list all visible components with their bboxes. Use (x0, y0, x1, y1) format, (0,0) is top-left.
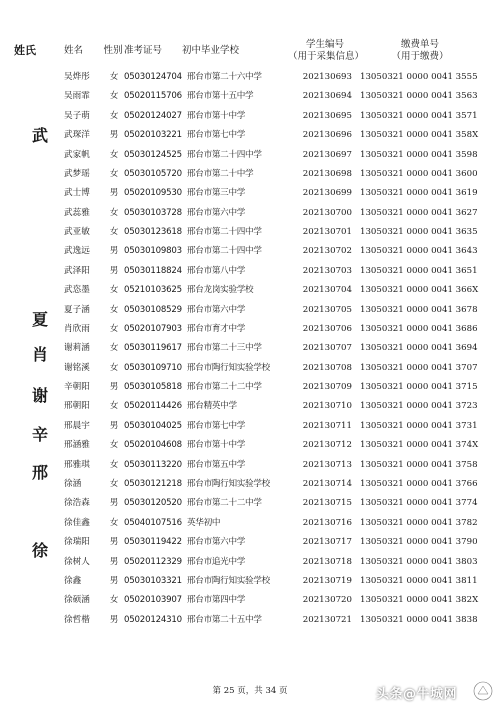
student-name: 徐浩森 (64, 498, 90, 509)
payment-number: 13050321 0000 0041 3774 (360, 498, 478, 509)
student-name: 徐哲楷 (64, 614, 90, 625)
surname-marker: 徐 (31, 540, 48, 560)
school-name: 邢台市第二十二中学 (187, 382, 262, 393)
header-student-id-line1: 学生编号 (305, 39, 344, 50)
student-name: 武泽阳 (64, 265, 90, 276)
payment-number: 13050321 0000 0041 3838 (360, 614, 478, 625)
school-name: 邢台市第六中学 (187, 537, 246, 548)
exam-number: 05030113220 (124, 459, 182, 470)
exam-number: 05030108529 (124, 304, 182, 315)
student-id: 202130707 (302, 343, 352, 354)
student-gender: 男 (109, 498, 119, 509)
school-name: 邢台市育才中学 (187, 323, 246, 334)
table-row (0, 301, 500, 320)
student-name: 武亚敏 (64, 227, 90, 238)
exam-number: 05030121218 (124, 478, 182, 489)
payment-number: 13050321 0000 0041 3694 (360, 343, 478, 354)
table-row (0, 146, 500, 165)
student-id: 202130717 (302, 537, 352, 548)
student-gender: 女 (109, 343, 119, 354)
student-id: 202130714 (302, 478, 352, 489)
table-row (0, 378, 500, 397)
payment-number: 13050321 0000 0041 3635 (360, 227, 478, 238)
table-row (0, 320, 500, 339)
student-name: 武逸远 (64, 246, 90, 257)
payment-number: 13050321 0000 0041 3627 (360, 207, 478, 218)
table-row (0, 165, 500, 184)
student-id: 202130699 (302, 188, 352, 199)
school-name: 邢台市第十中学 (187, 110, 246, 121)
table-row (0, 107, 500, 126)
payment-number: 13050321 0000 0041 3555 (360, 72, 478, 82)
student-name: 邢涵雅 (64, 440, 90, 451)
exam-number: 05020103907 (124, 595, 182, 606)
table-row (0, 591, 500, 610)
student-gender: 女 (109, 110, 119, 121)
student-name: 武琛洋 (64, 130, 90, 141)
table-row (0, 68, 500, 87)
exam-number: 05020115706 (124, 91, 182, 102)
student-id: 202130696 (302, 130, 352, 141)
student-id: 202130720 (302, 595, 352, 606)
student-gender: 男 (109, 575, 119, 586)
table-row (0, 184, 500, 203)
school-name: 邢台精英中学 (187, 401, 237, 412)
exam-number: 05030124525 (124, 149, 182, 160)
student-id: 202130695 (302, 110, 352, 121)
payment-number: 13050321 0000 0041 3600 (360, 168, 478, 179)
student-name: 徐树人 (64, 556, 90, 567)
student-id: 202130694 (302, 91, 352, 102)
payment-number: 13050321 0000 0041 3758 (360, 459, 478, 470)
student-id: 202130702 (302, 246, 352, 257)
student-id: 202130697 (302, 149, 352, 160)
payment-number: 13050321 0000 0041 366X (360, 285, 479, 296)
student-name: 吴雨霏 (64, 91, 90, 102)
table-row (0, 281, 500, 300)
header-payment-line1: 缴费单号 (400, 39, 439, 50)
table-row (0, 223, 500, 242)
student-name: 吴烨彤 (64, 72, 90, 82)
payment-number: 13050321 0000 0041 3731 (360, 420, 478, 431)
school-name: 邢台市第十五中学 (187, 91, 254, 102)
exam-number: 05040107516 (124, 517, 182, 528)
header-name: 姓名 (64, 45, 84, 56)
student-id: 202130719 (302, 575, 352, 586)
school-name: 邢台市第七中学 (187, 130, 246, 141)
school-name: 邢台市第二十六中学 (187, 72, 262, 82)
exam-number: 05030123618 (124, 227, 182, 238)
table-row (0, 533, 500, 552)
student-name: 邢晨宇 (64, 420, 90, 431)
student-id: 202130713 (302, 459, 352, 470)
header-exam-no: 准考证号 (124, 45, 163, 56)
payment-number: 13050321 0000 0041 3563 (360, 91, 478, 102)
table-row (0, 242, 500, 261)
student-gender: 男 (109, 382, 119, 393)
exam-number: 05210103625 (124, 285, 182, 296)
payment-number: 13050321 0000 0041 3643 (360, 246, 478, 257)
payment-number: 13050321 0000 0041 3651 (360, 265, 478, 276)
student-gender: 女 (109, 207, 119, 218)
school-name: 邢台市第二十二中学 (187, 498, 262, 509)
exam-number: 05020109530 (124, 188, 182, 199)
school-name: 邢台市第五中学 (187, 459, 246, 470)
student-gender: 女 (109, 459, 119, 470)
table-row (0, 262, 500, 281)
exam-number: 05020124027 (124, 110, 182, 121)
student-gender: 男 (109, 246, 119, 257)
table-row (0, 553, 500, 572)
school-name: 邢台市第二十中学 (187, 168, 254, 179)
student-name: 肖欣雨 (64, 323, 90, 334)
student-name: 夏子涵 (64, 304, 90, 315)
student-id: 202130700 (302, 207, 352, 218)
student-name: 徐涵 (64, 478, 82, 489)
exam-number: 05030119422 (124, 537, 182, 548)
school-name: 邢台市追光中学 (187, 556, 246, 567)
surname-marker: 邢 (31, 463, 48, 483)
payment-number: 13050321 0000 0041 3707 (360, 362, 478, 373)
student-gender: 女 (109, 401, 119, 412)
exam-number: 05030105720 (124, 168, 182, 179)
table-row (0, 514, 500, 533)
table-row (0, 204, 500, 223)
surname-marker: 辛 (31, 424, 48, 444)
surname-marker: 肖 (31, 345, 48, 365)
table-row (0, 611, 500, 630)
student-gender: 男 (109, 614, 119, 625)
student-name: 谢莉涵 (64, 343, 90, 354)
table-row (0, 494, 500, 513)
school-name: 邢台市陶行知实验学校 (187, 478, 270, 489)
student-name: 谢铭溪 (64, 362, 90, 373)
student-name: 武家帆 (64, 149, 90, 160)
student-id: 202130698 (302, 168, 352, 179)
payment-number: 13050321 0000 0041 382X (360, 595, 479, 606)
table-row (0, 87, 500, 106)
school-name: 邢台市第二十四中学 (187, 149, 262, 160)
student-name: 辛朝阳 (64, 382, 90, 393)
student-name: 武梦瑶 (64, 168, 90, 179)
student-id: 202130703 (302, 265, 352, 276)
student-gender: 男 (109, 537, 119, 548)
school-name: 邢台市第三中学 (187, 188, 246, 199)
header-surname: 姓氏 (14, 44, 36, 57)
exam-number: 05030109803 (124, 246, 182, 257)
payment-number: 13050321 0000 0041 3803 (360, 556, 478, 567)
student-id: 202130721 (302, 614, 352, 625)
student-id: 202130711 (302, 420, 352, 431)
student-name: 武蕊雅 (64, 207, 90, 218)
exam-number: 05030103321 (124, 575, 182, 586)
header-school: 初中毕业学校 (182, 45, 240, 56)
student-id: 202130705 (302, 304, 352, 315)
school-name: 邢台市陶行知实验学校 (187, 575, 270, 586)
exam-number: 05020103221 (124, 130, 182, 141)
school-name: 邢台市第六中学 (187, 304, 246, 315)
payment-number: 13050321 0000 0041 3598 (360, 149, 478, 160)
student-gender: 女 (109, 149, 119, 160)
exam-number: 05030124704 (124, 72, 182, 82)
student-name: 徐瑞阳 (64, 537, 90, 548)
table-row (0, 339, 500, 358)
student-gender: 女 (109, 168, 119, 179)
student-id: 202130709 (302, 382, 352, 393)
school-name: 邢台市第六中学 (187, 207, 246, 218)
student-gender: 女 (109, 91, 119, 102)
school-name: 邢台市第四中学 (187, 595, 246, 606)
student-id: 202130701 (302, 227, 352, 238)
watermark-text: 头条@牛城网 (376, 687, 458, 702)
surname-marker: 谢 (31, 385, 48, 405)
payment-number: 13050321 0000 0041 358X (360, 130, 479, 141)
payment-number: 13050321 0000 0041 3766 (360, 478, 478, 489)
student-name: 徐硕涵 (64, 595, 90, 606)
watermark (376, 680, 494, 702)
school-name: 邢台市第八中学 (187, 265, 246, 276)
table-row (0, 359, 500, 378)
payment-number: 13050321 0000 0041 3571 (360, 110, 478, 121)
student-name: 徐鑫 (64, 575, 82, 586)
exam-number: 05030109710 (124, 362, 182, 373)
payment-number: 13050321 0000 0041 3678 (360, 304, 478, 315)
payment-number: 13050321 0000 0041 3790 (360, 537, 478, 548)
student-gender: 女 (109, 362, 119, 373)
student-name: 邢朝阳 (64, 401, 90, 412)
school-name: 英华初中 (187, 517, 221, 528)
page-number: 第 25 页，共 34 页 (212, 686, 288, 696)
exam-number: 05020112329 (124, 556, 182, 567)
exam-number: 05020114426 (124, 401, 182, 412)
student-gender: 男 (109, 420, 119, 431)
school-name: 邢台市第二十五中学 (187, 614, 262, 625)
student-id: 202130708 (302, 362, 352, 373)
school-name: 邢台市陶行知实验学校 (187, 362, 270, 373)
exam-number: 05030119617 (124, 343, 182, 354)
student-gender: 女 (109, 323, 119, 334)
header-student-id (288, 39, 365, 63)
table-row (0, 572, 500, 591)
student-id: 202130710 (302, 401, 352, 412)
student-name: 武士博 (64, 188, 90, 199)
table-row (0, 397, 500, 416)
payment-number: 13050321 0000 0041 3619 (360, 188, 478, 199)
exam-number: 05030105818 (124, 382, 182, 393)
student-id: 202130718 (302, 556, 352, 567)
header-student-id-line2: （用于采集信息） (288, 51, 365, 62)
exam-number: 05020124310 (124, 614, 182, 625)
school-name: 邢台市第十中学 (187, 440, 246, 451)
payment-number: 13050321 0000 0041 3782 (360, 517, 478, 528)
student-gender: 女 (109, 478, 119, 489)
payment-number: 13050321 0000 0041 3811 (360, 575, 478, 586)
student-gender: 女 (109, 304, 119, 315)
student-gender: 男 (109, 265, 119, 276)
header-payment-line2: （用于缴费） (391, 51, 449, 62)
student-gender: 女 (109, 595, 119, 606)
table-row (0, 436, 500, 455)
payment-number: 13050321 0000 0041 374X (360, 440, 479, 451)
student-gender: 女 (109, 72, 119, 82)
school-name: 邢台市第二十四中学 (187, 227, 262, 238)
payment-number: 13050321 0000 0041 3715 (360, 382, 478, 393)
student-gender: 男 (109, 556, 119, 567)
exam-number: 05020107903 (124, 323, 182, 334)
header-payment (380, 39, 460, 63)
school-name: 邢台市第二十三中学 (187, 343, 262, 354)
exam-number: 05030118824 (124, 265, 182, 276)
school-name: 邢台市第二十四中学 (187, 246, 262, 257)
school-name: 邢台市第七中学 (187, 420, 246, 431)
site-logo-icon (472, 681, 494, 701)
student-name: 武恣墨 (64, 285, 90, 296)
student-id: 202130693 (302, 72, 352, 82)
student-name: 吴子萌 (64, 110, 90, 121)
exam-number: 05030104025 (124, 420, 182, 431)
school-name: 邢台龙岗实验学校 (187, 285, 254, 296)
student-gender: 女 (109, 440, 119, 451)
surname-marker: 夏 (31, 310, 48, 330)
surname-marker: 武 (31, 126, 48, 146)
table-row (0, 456, 500, 475)
table-row (0, 475, 500, 494)
student-id: 202130715 (302, 498, 352, 509)
student-name: 徐佳鑫 (64, 517, 90, 528)
table-row (0, 417, 500, 436)
student-gender: 男 (109, 130, 119, 141)
exam-number: 05030103728 (124, 207, 182, 218)
student-name: 邢雅琪 (64, 459, 90, 470)
exam-number: 05020104608 (124, 440, 182, 451)
payment-number: 13050321 0000 0041 3686 (360, 323, 478, 334)
student-id: 202130706 (302, 323, 352, 334)
student-gender: 女 (109, 227, 119, 238)
student-gender: 女 (109, 517, 119, 528)
table-row (0, 126, 500, 145)
student-gender: 男 (109, 188, 119, 199)
student-gender: 女 (109, 285, 119, 296)
student-id: 202130716 (302, 517, 352, 528)
student-id: 202130712 (302, 440, 352, 451)
student-id: 202130704 (302, 285, 352, 296)
header-gender: 性别 (103, 45, 123, 56)
payment-number: 13050321 0000 0041 3723 (360, 401, 478, 412)
exam-number: 05030120520 (124, 498, 182, 509)
